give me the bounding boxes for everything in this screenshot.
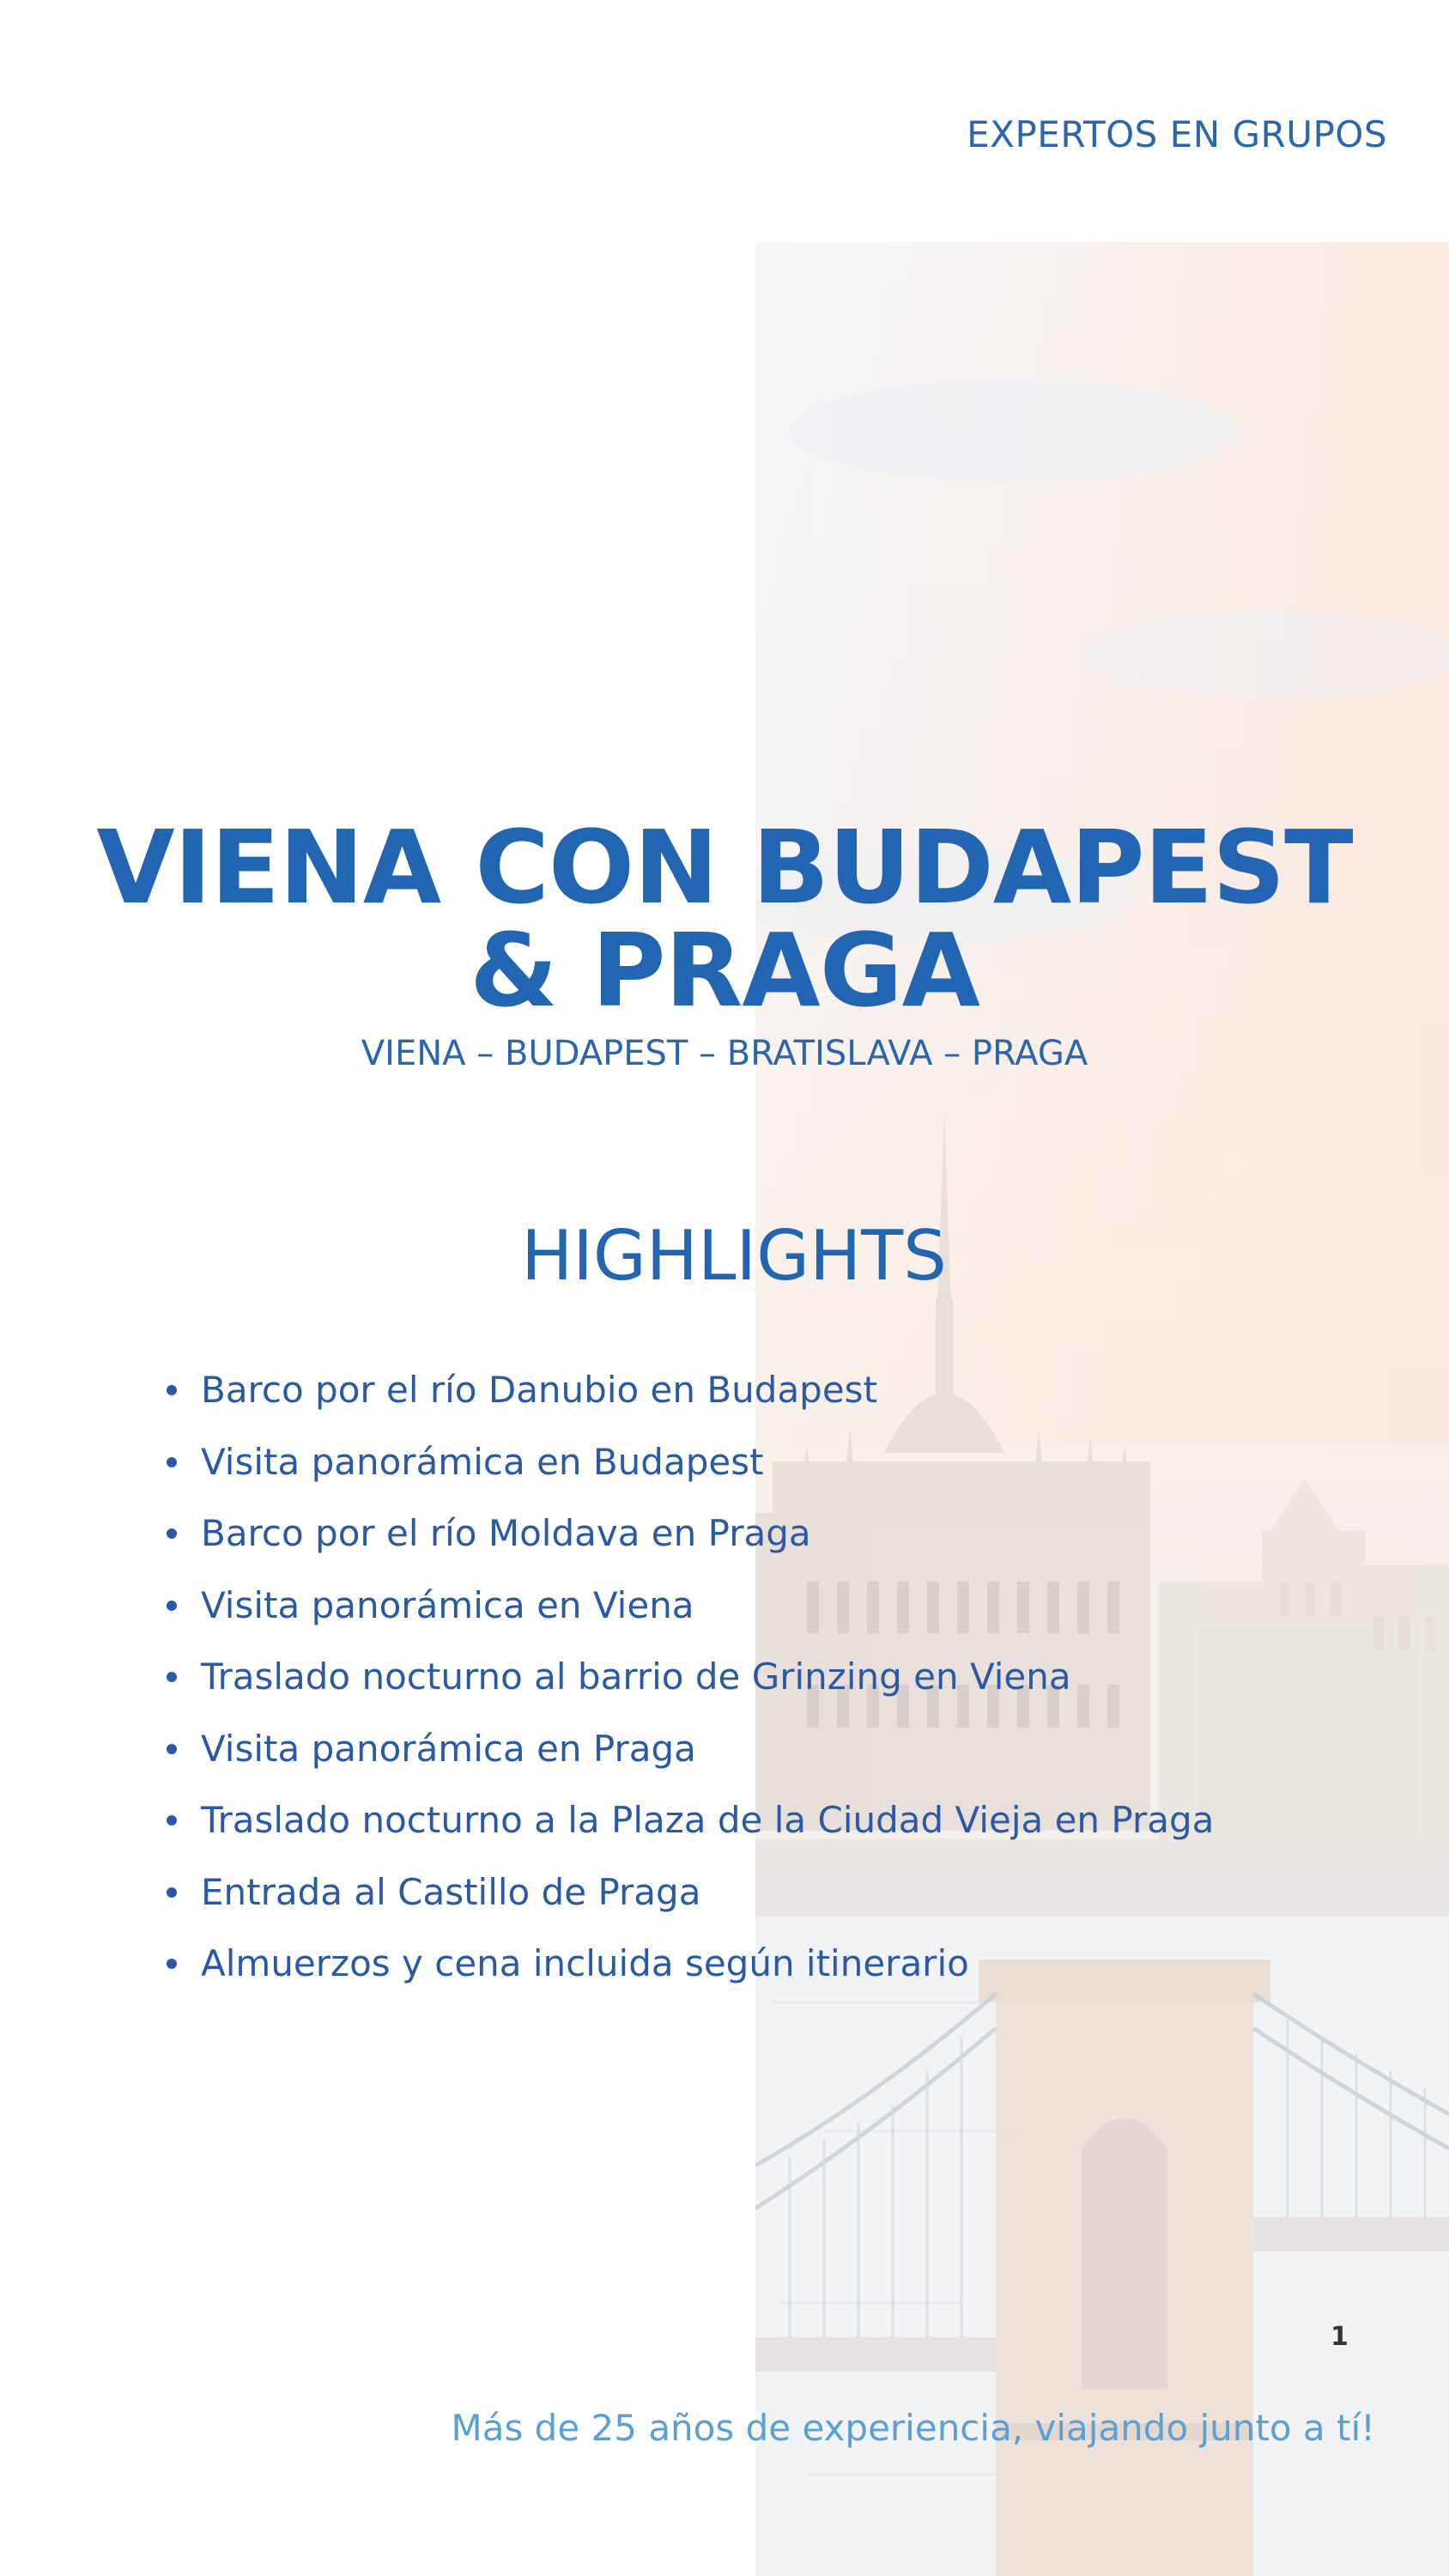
highlights-heading: HIGHLIGHTS [521,1216,947,1296]
page-title-line-2: & PRAGA [470,911,979,1030]
list-item [165,1426,1214,1498]
page-title-line-1: VIENA CON BUDAPEST [96,808,1353,927]
header-tagline: EXPERTOS EN GRUPOS [967,113,1387,155]
highlights-list [165,1354,1214,2000]
footer-tagline: Más de 25 años de experiencia, viajando junto a tí! [451,2407,1375,2449]
hero-title-block [0,808,1449,1073]
highlight-text: Visita panorámica en Budapest [201,1440,764,1483]
bullet-icon [167,1601,177,1611]
bullet-icon [167,1385,177,1395]
bullet-icon [167,1744,177,1754]
bullet-icon [167,1887,177,1898]
list-item [165,1570,1214,1642]
bullet-icon [167,1959,177,1969]
list-item [165,1641,1214,1713]
page-number: 1 [1331,2322,1349,2352]
bullet-icon [167,1457,177,1467]
highlight-text: Barco por el río Danubio en Budapest [201,1369,878,1411]
list-item [165,1498,1214,1570]
bullet-icon [167,1815,177,1826]
highlight-text: Traslado nocturno a la Plaza de la Ciudad Vieja en Praga [201,1799,1215,1841]
list-item [165,1713,1214,1785]
list-item [165,1928,1214,2000]
list-item [165,1784,1214,1856]
highlight-text: Entrada al Castillo de Praga [201,1870,701,1913]
list-item [165,1354,1214,1426]
page-title [0,808,1449,1030]
bullet-icon [167,1528,177,1539]
highlight-text: Visita panorámica en Viena [201,1583,694,1626]
highlight-text: Almuerzos y cena incluida según itinerario [201,1942,969,1984]
route-subtitle: VIENA – BUDAPEST – BRATISLAVA – PRAGA [361,1034,1088,1073]
highlight-text: Visita panorámica en Praga [201,1727,696,1770]
bullet-icon [167,1672,177,1682]
list-item [165,1856,1214,1929]
highlight-text: Traslado nocturno al barrio de Grinzing en Viena [201,1656,1071,1698]
highlight-text: Barco por el río Moldava en Praga [201,1512,811,1554]
